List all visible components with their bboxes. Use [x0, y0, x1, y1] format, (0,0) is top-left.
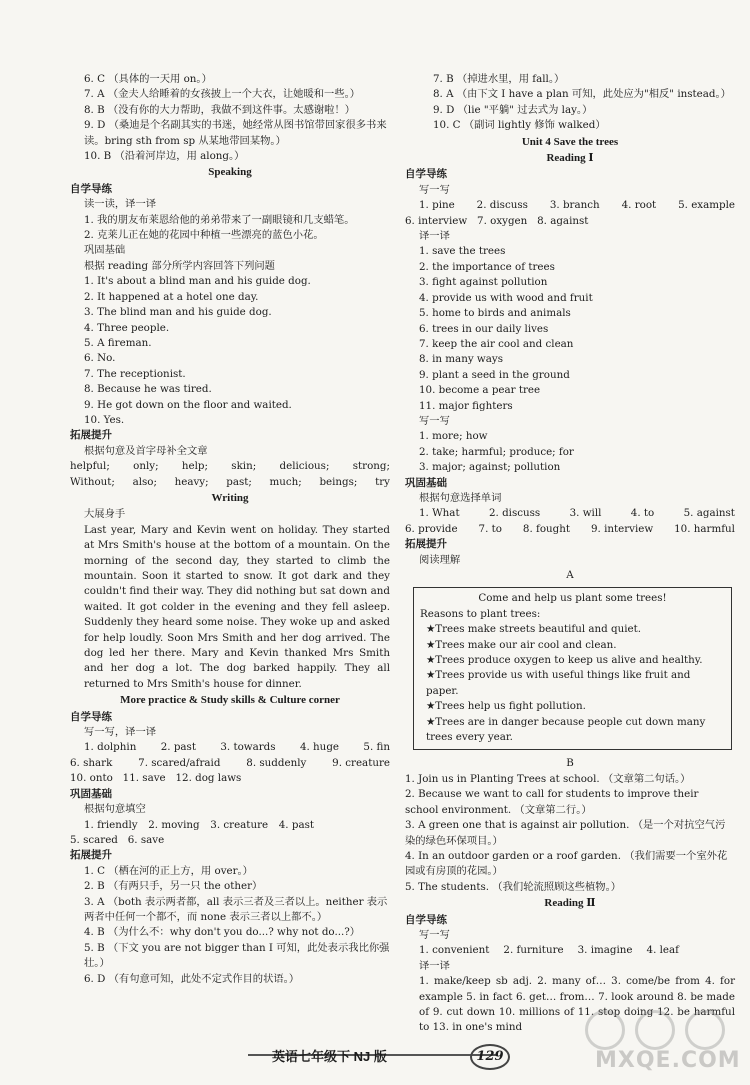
word-row-1	[405, 198, 735, 213]
vocab-item: 11. save	[122, 772, 166, 785]
heading-self-study: 自学导练	[405, 168, 447, 181]
vocab-item: 7. scared/afraid	[138, 756, 221, 769]
watermark-text: MXQE.COM	[595, 1048, 741, 1073]
fill-word: much;	[269, 475, 302, 488]
fill-item: 5. scared	[70, 833, 118, 846]
heading-read-translate: 读一读，译一译	[84, 198, 157, 211]
heading-write: 写一写	[419, 183, 450, 196]
list-item: 8. in many ways	[419, 353, 503, 366]
vocab-item: 2. past	[160, 741, 196, 754]
fill-word: help;	[181, 460, 208, 473]
right-column	[405, 72, 735, 1036]
fill-word: skin;	[231, 460, 257, 473]
vocab-row-3	[70, 771, 390, 786]
heading-extension: 拓展提升	[405, 538, 447, 551]
answer-b: 5. The students. （我们轮流照顾这些植物。）	[405, 880, 622, 893]
list-item: 9. He got down on the floor and waited.	[84, 398, 292, 411]
part-b-label: B	[566, 757, 574, 770]
translation-1: 1. 我的朋友布莱恩给他的弟弟带来了一副眼镜和几支蜡笔。	[84, 213, 355, 226]
choice-answer: 5. B （下文 you are not bigger than I 可知，此处表示我比你强壮。）	[84, 941, 390, 970]
translation-2: 2. 克莱儿正在她的花园中种植一些漂亮的蓝色小花。	[84, 229, 324, 242]
choice-item: 9. interview	[590, 522, 654, 535]
section-title-speaking: Speaking	[208, 166, 252, 179]
answer-b: 4. In an outdoor garden or a roof garden. （我们需要一个室外花园或有房顶的花园。）	[405, 849, 728, 878]
fill-word: try	[375, 475, 390, 488]
list-item: 5. home to birds and animals	[419, 307, 571, 320]
answer-8b: 8. B （没有你的大力帮助，我做不到这件事。太感谢啦！）	[84, 103, 356, 116]
choice-answer: 2. B （有两只手，另一只 the other）	[84, 880, 263, 893]
fill-item: 3. creature	[210, 818, 269, 831]
left-column	[70, 72, 390, 987]
heading-extension: 拓展提升	[70, 429, 112, 442]
vocab-item: 9. creature	[332, 756, 390, 769]
vocab-row-1	[70, 740, 390, 755]
section-title-reading-2: Reading Ⅱ	[544, 897, 596, 910]
list-item: 6. No.	[84, 352, 116, 365]
choice-answer: 3. A （both 表示两者都，all 表示三者及三者以上。neither 表示两者中任何一个都不，而 none 表示三者以上都不。）	[84, 895, 388, 923]
word-item: 2. discuss	[476, 199, 528, 212]
choice-row-2	[405, 522, 735, 537]
fill-row-2	[70, 833, 390, 848]
list-item: 1. more; how	[419, 430, 488, 443]
fill-item: 1. friendly	[84, 818, 138, 831]
choice-item: 6. provide	[405, 522, 458, 535]
fill-word: strong;	[352, 460, 390, 473]
fill-word: also;	[132, 475, 157, 488]
vocab-item: 8. suddenly	[246, 756, 307, 769]
section-title-more-practice: More practice & Study skills & Culture corner	[120, 694, 340, 707]
list-item: 4. Three people.	[84, 321, 170, 334]
answer-8a: 8. A （由下文 I have a plan 可知，此处应为"相反" instead。）	[433, 88, 731, 101]
fill-item: 6. save	[127, 833, 165, 846]
list-item: 1. It's about a blind man and his guide dog.	[84, 275, 311, 288]
answer-b: 2. Because we want to call for students to improve their school environment. （文章第二行。）	[405, 788, 699, 816]
answer-10b: 10. B （沿着河岸边，用 along。）	[84, 150, 245, 163]
answer-6c: 6. C （具体的一天用 on。）	[84, 73, 212, 85]
heading-consolidate: 巩固基础	[70, 787, 112, 800]
heading-answer-questions: 根据 reading 部分所学内容回答下列问题	[84, 259, 275, 272]
list-item: 11. major fighters	[419, 399, 513, 412]
box-item: ★Trees make streets beautiful and quiet.	[426, 623, 642, 636]
section-title-reading-1: Reading Ⅰ	[546, 152, 594, 165]
list-item: 7. The receptionist.	[84, 367, 186, 380]
vocab-item: 3. towards	[220, 741, 276, 754]
list-item: 10. become a pear tree	[419, 384, 541, 397]
list-item: 3. The blind man and his guide dog.	[84, 306, 272, 319]
heading-write: 写一写	[419, 928, 450, 941]
heading-consolidate: 巩固基础	[405, 476, 447, 489]
list-item: 3. major; against; pollution	[419, 461, 561, 474]
box-title: Come and help us plant some trees!	[478, 592, 667, 605]
section-title-writing: Writing	[211, 491, 249, 504]
choice-item: 4. to	[630, 507, 655, 520]
vocab-item: 6. shark	[70, 756, 113, 769]
watermark-circle-icon	[585, 1010, 625, 1050]
list-item: 6. trees in our daily lives	[419, 322, 549, 335]
vocab-item: 10. onto	[70, 772, 113, 785]
fill-word: only;	[133, 460, 159, 473]
heading-show-skills: 大展身手	[84, 508, 126, 521]
choice-answer: 1. C （栖在河的正上方，用 over。）	[84, 864, 253, 877]
vocab-item: 4. huge	[299, 741, 339, 754]
watermark-circle-icon	[635, 1010, 675, 1050]
fill-item: 4. past	[278, 818, 314, 831]
list-item: 1. save the trees	[419, 245, 506, 258]
fill-word: Without;	[70, 475, 115, 488]
word-row-2	[405, 214, 735, 229]
list-item: 9. plant a seed in the ground	[419, 368, 570, 381]
list-item: 4. provide us with wood and fruit	[419, 291, 593, 304]
vocab-row-2	[70, 756, 390, 771]
phrase-list: 1. make/keep sb adj. 2. many of… 3. come/be from 4. for example 5. in fact 6. get… from… 7. look around 8. be made of 9. cut down 10. millions of 11. stop doing 12. be harmful to 13. in one's mind	[419, 975, 735, 1034]
watermark-circle-icon	[685, 1010, 725, 1050]
answer-10c: 10. C （副词 lightly 修饰 walked）	[433, 119, 606, 132]
heading-translate: 译一译	[419, 230, 450, 243]
tree-reasons-box	[413, 587, 732, 750]
list-item: 2. take; harmful; produce; for	[419, 445, 574, 458]
heading-write-translate: 写一写，译一译	[84, 726, 157, 739]
answer-b: 3. A green one that is against air pollution. （是一个对抗空气污染的绿色环保项目。）	[405, 819, 726, 847]
answer-9d: 9. D （桑迪是个名副其实的书迷，她经常从图书馆带回家很多书来读。bring sth from sp 从某地带回某物。）	[84, 119, 387, 147]
heading-translate: 译一译	[419, 959, 450, 972]
book-title: 英语七年级下 NJ 版	[272, 1049, 387, 1064]
heading-write: 写一写	[419, 414, 450, 427]
choice-item: 3. will	[569, 507, 602, 520]
heading-fill-blanks: 根据句意填空	[84, 803, 146, 816]
word-item: 8. against	[537, 214, 589, 227]
box-item: ★Trees produce oxygen to keep us alive and healthy.	[426, 654, 703, 667]
choice-row-1	[405, 506, 735, 521]
fill-row-1	[70, 818, 314, 833]
heading-extension: 拓展提升	[70, 849, 112, 862]
vocab-item: 1. dolphin	[84, 741, 137, 754]
answer-7a: 7. A （金夫人给睡着的女孩披上一个大衣，让她暖和一些。）	[84, 88, 361, 101]
vocab-item: 5. fin	[363, 741, 390, 754]
list-item: 5. A fireman.	[84, 336, 152, 349]
word-item: 4. root	[621, 199, 657, 212]
choice-item: 7. to	[478, 522, 502, 535]
writing-passage: Last year, Mary and Kevin went on holiday. They started at Mrs Smith's house at the bottom of a mountain. On the morning of the second day, they started to climb the mountain. Soon it started to snow. It got dark and they couldn't find their way. They did nothing but sat down and waited. It got colder in the evening and they fell asleep. Suddenly they heard some noise. They woke up and asked for help loudly. Soon Mrs Smith and her dog arrived. The dog led her there. Mary and Kevin thanked Mrs Smith and her dog a lot. The dog barked happily. They all returned to Mrs Smith's house for dinner.	[84, 523, 390, 690]
list-item: 2. It happened at a hotel one day.	[84, 290, 259, 303]
choice-item: 1. What	[419, 507, 460, 520]
vocab-item: 12. dog laws	[175, 772, 242, 785]
heading-complete-passage: 根据句意及首字母补全文章	[84, 444, 208, 457]
box-item: ★Trees provide us with useful things like fruit and paper.	[426, 669, 691, 697]
fill-word: helpful;	[70, 460, 110, 473]
word-item: 7. oxygen	[477, 214, 528, 227]
list-item: 3. fight against pollution	[419, 276, 548, 289]
choice-item: 10. harmful	[674, 522, 735, 535]
word-item: 3. imagine	[577, 944, 633, 957]
box-item: ★Trees are in danger because people cut down many trees every year.	[426, 715, 706, 744]
heading-self-study: 自学导练	[405, 913, 447, 926]
fill-word: heavy;	[174, 475, 209, 488]
word-item: 6. interview	[405, 214, 468, 227]
answer-9d: 9. D （lie "平躺" 过去式为 lay。）	[433, 103, 593, 116]
box-item: ★Trees help us fight pollution.	[426, 700, 586, 713]
choice-answer: 6. D （有句意可知，此处不定式作目的状语。）	[84, 972, 300, 985]
heading-reading-comprehension: 阅读理解	[419, 553, 461, 566]
word-row	[405, 943, 679, 958]
word-item: 3. branch	[549, 199, 600, 212]
heading-choose-words: 根据句意选择单词	[419, 491, 502, 504]
fill-word: delicious;	[279, 460, 330, 473]
answer-b: 1. Join us in Planting Trees at school. （文章第二句话。）	[405, 772, 691, 785]
reading-answers-list	[70, 274, 390, 428]
word-item: 1. pine	[419, 199, 455, 212]
part-a-label: A	[566, 569, 574, 581]
list-item: 10. Yes.	[84, 413, 125, 426]
fill-item: 2. moving	[148, 818, 200, 831]
list-item: 2. the importance of trees	[419, 260, 555, 273]
word-item: 4. leaf	[646, 944, 679, 957]
heading-self-study: 自学导练	[70, 182, 112, 195]
choice-item: 2. discuss	[488, 507, 541, 520]
list-item: 7. keep the air cool and clean	[419, 337, 574, 350]
list-item: 8. Because he was tired.	[84, 383, 212, 396]
watermark-logo	[575, 1010, 745, 1078]
heading-consolidate: 巩固基础	[84, 244, 126, 257]
translation-list	[405, 244, 735, 413]
word-item: 5. example	[678, 199, 735, 212]
word-item: 2. furniture	[503, 944, 564, 957]
fill-word: past;	[226, 475, 252, 488]
answer-7b: 7. B （掉进水里，用 fall。）	[433, 73, 565, 85]
fill-words-row-1	[70, 459, 390, 474]
fill-word: beings;	[319, 475, 358, 488]
box-subtitle: Reasons to plant trees:	[420, 607, 541, 620]
choice-item: 8. fought	[522, 522, 571, 535]
fill-words-row-2	[70, 475, 390, 490]
unit-title: Unit 4 Save the trees	[521, 135, 619, 148]
word-item: 1. convenient	[419, 944, 490, 957]
choice-item: 5. against	[683, 507, 735, 520]
page-number: 129	[470, 1044, 510, 1070]
choice-answer: 4. B （为什么不：why don't you do...? why not do...?）	[84, 926, 361, 939]
box-item: ★Trees make our air cool and clean.	[426, 638, 617, 651]
heading-self-study: 自学导练	[70, 710, 112, 723]
